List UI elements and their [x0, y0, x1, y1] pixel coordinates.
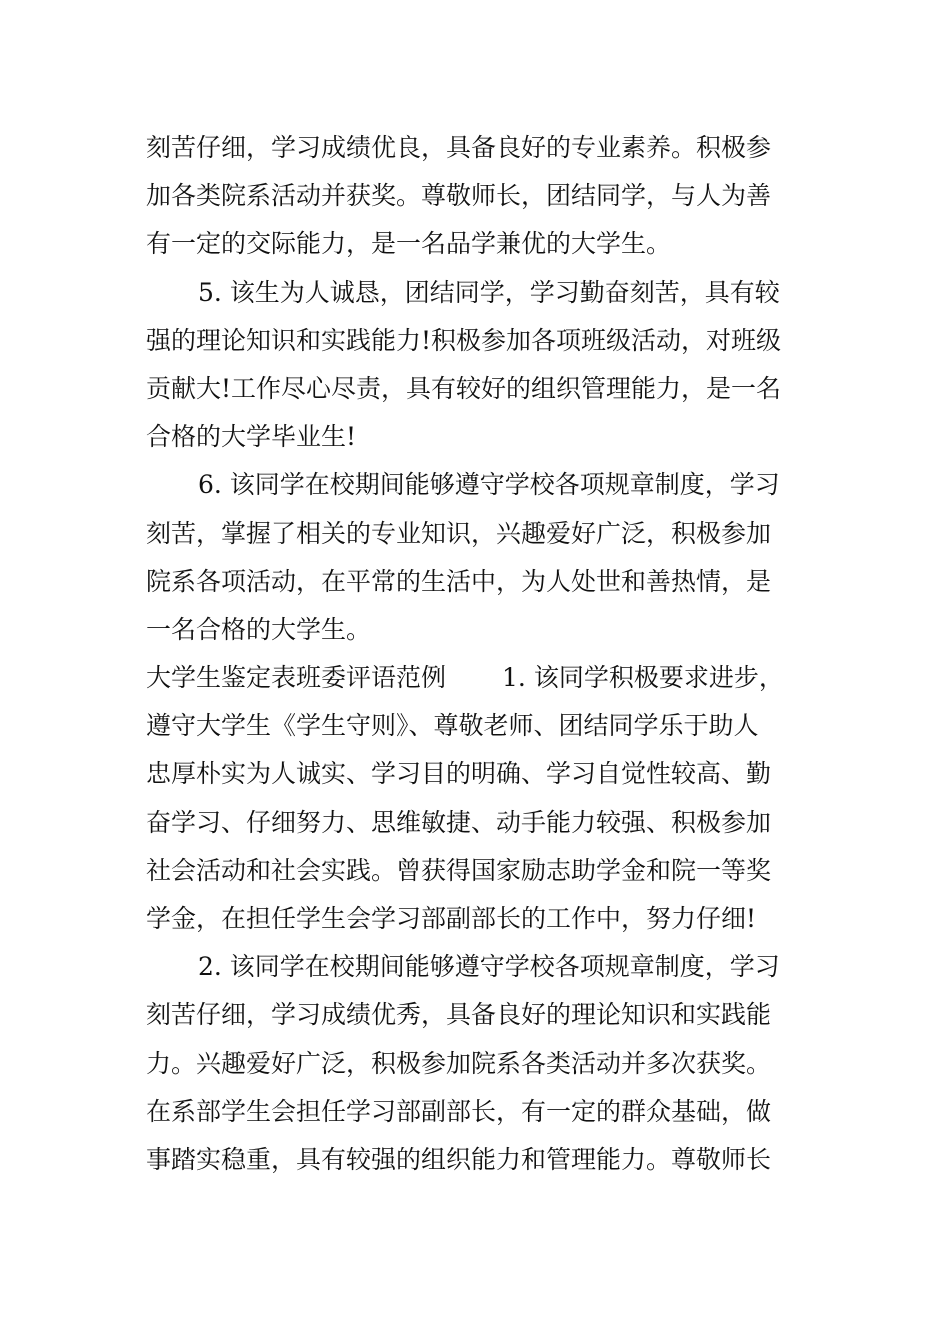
- text-line: 一名合格的大学生。: [146, 614, 372, 644]
- paragraph-item-5: 5. 该生为人诚恳，团结同学，学习勤奋刻苦，具有较: [198, 277, 780, 307]
- text-line: 合格的大学毕业生!: [146, 422, 357, 452]
- text-line: 院系各项活动，在平常的生活中，为人处世和善热情，是: [146, 566, 772, 596]
- text-line: 力。兴趣爱好广泛，积极参加院系各类活动并多次获奖。: [146, 1048, 772, 1078]
- paragraph-item-1-start: 1. 该同学积极要求进步，: [502, 663, 784, 693]
- text-line: 社会活动和社会实践。曾获得国家励志助学金和院一等奖: [146, 855, 772, 885]
- text-line: 刻苦仔细，学习成绩优秀，具备良好的理论知识和实践能: [146, 1000, 772, 1030]
- paragraph-item-2: 2. 该同学在校期间能够遵守学校各项规章制度，学习: [198, 952, 780, 982]
- text-line: 刻苦，掌握了相关的专业知识，兴趣爱好广泛，积极参加: [146, 518, 772, 548]
- section-heading-line: [146, 654, 808, 702]
- text-line: 在系部学生会担任学习部副部长，有一定的群众基础，做: [146, 1096, 772, 1126]
- text-line: 贡献大!工作尽心尽责，具有较好的组织管理能力，是一名: [146, 373, 782, 403]
- text-line: 忠厚朴实为人诚实、学习目的明确、学习自觉性较高、勤: [146, 759, 772, 789]
- section-heading: 大学生鉴定表班委评语范例: [146, 663, 447, 693]
- text-line: 刻苦仔细，学习成绩优良，具备良好的专业素养。积极参: [146, 133, 772, 162]
- paragraph-item-6: 6. 该同学在校期间能够遵守学校各项规章制度，学习: [198, 470, 780, 500]
- text-line: 事踏实稳重，具有较强的组织能力和管理能力。尊敬师长: [146, 1144, 772, 1174]
- text-line: 奋学习、仔细努力、思维敏捷、动手能力较强、积极参加: [146, 807, 772, 837]
- text-line: 学金，在担任学生会学习部副部长的工作中，努力仔细!: [146, 904, 757, 933]
- text-line: 强的理论知识和实践能力!积极参加各项班级活动，对班级: [146, 325, 782, 355]
- text-line: 有一定的交际能力，是一名品学兼优的大学生。: [146, 229, 672, 259]
- text-line: 加各类院系活动并获奖。尊敬师长，团结同学，与人为善: [146, 181, 772, 211]
- text-line: 遵守大学生《学生守则》、尊敬老师、团结同学乐于助人: [146, 711, 759, 741]
- document-body: [146, 124, 808, 1184]
